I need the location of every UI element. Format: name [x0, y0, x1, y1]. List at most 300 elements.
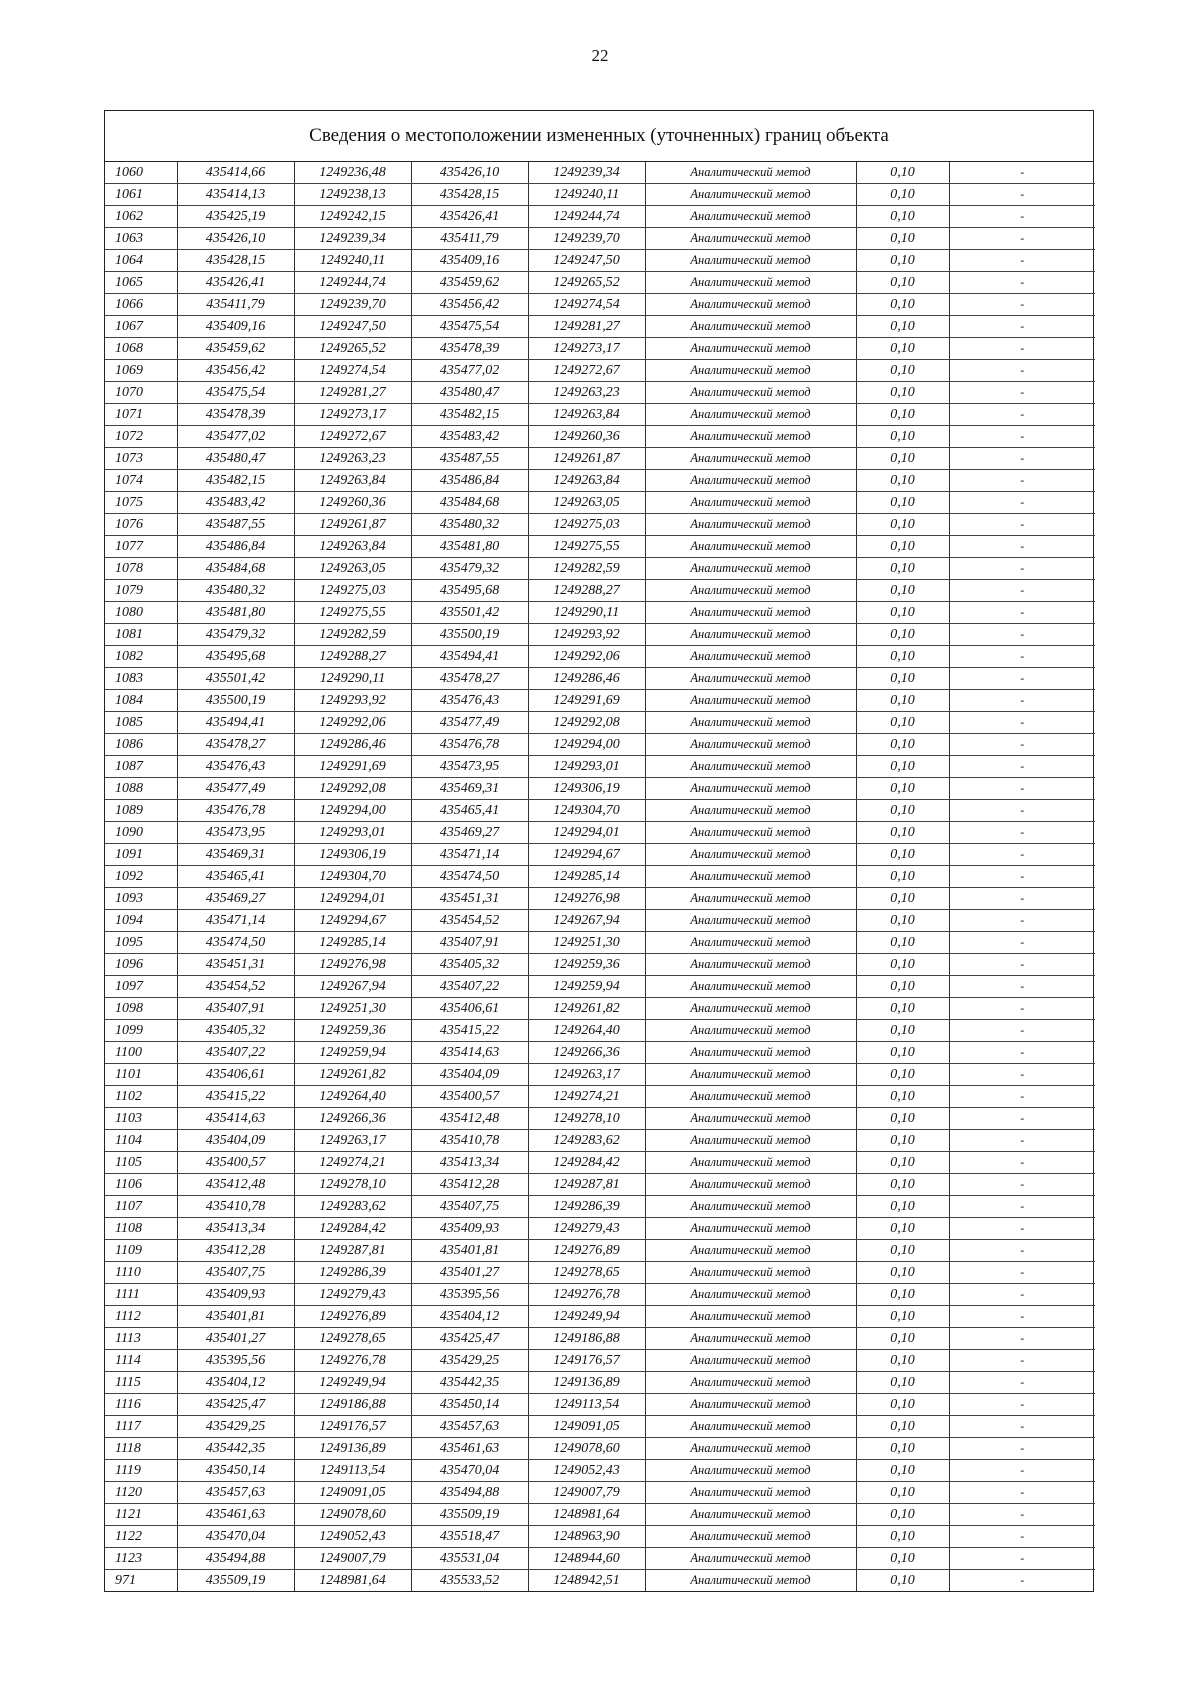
table-row [105, 1328, 1095, 1350]
point-number-cell: 1121 [105, 1504, 177, 1526]
y-new-cell: 1248963,90 [528, 1526, 645, 1548]
point-number-cell: 1100 [105, 1042, 177, 1064]
method-cell: Аналитический метод [645, 184, 856, 206]
table-row [105, 580, 1095, 602]
x-old-cell: 435478,39 [177, 404, 294, 426]
x-old-cell: 435411,79 [177, 294, 294, 316]
note-cell: - [949, 734, 1095, 756]
x-new-cell: 435461,63 [411, 1438, 528, 1460]
note-cell: - [949, 338, 1095, 360]
point-number-cell: 1087 [105, 756, 177, 778]
accuracy-cell: 0,10 [856, 470, 949, 492]
x-old-cell: 435456,42 [177, 360, 294, 382]
accuracy-cell: 0,10 [856, 756, 949, 778]
y-new-cell: 1249293,01 [528, 756, 645, 778]
y-old-cell: 1249259,94 [294, 1042, 411, 1064]
x-old-cell: 435465,41 [177, 866, 294, 888]
table-row [105, 316, 1095, 338]
point-number-cell: 1104 [105, 1130, 177, 1152]
x-new-cell: 435442,35 [411, 1372, 528, 1394]
note-cell: - [949, 558, 1095, 580]
x-old-cell: 435459,62 [177, 338, 294, 360]
point-number-cell: 1085 [105, 712, 177, 734]
method-cell: Аналитический метод [645, 162, 856, 184]
table-row [105, 888, 1095, 910]
accuracy-cell: 0,10 [856, 1570, 949, 1592]
table-row [105, 1482, 1095, 1504]
accuracy-cell: 0,10 [856, 668, 949, 690]
y-new-cell: 1249290,11 [528, 602, 645, 624]
method-cell: Аналитический метод [645, 1218, 856, 1240]
note-cell: - [949, 228, 1095, 250]
y-old-cell: 1249291,69 [294, 756, 411, 778]
accuracy-cell: 0,10 [856, 1174, 949, 1196]
table-row [105, 1262, 1095, 1284]
method-cell: Аналитический метод [645, 712, 856, 734]
x-old-cell: 435442,35 [177, 1438, 294, 1460]
point-number-cell: 1119 [105, 1460, 177, 1482]
y-old-cell: 1249136,89 [294, 1438, 411, 1460]
x-new-cell: 435409,16 [411, 250, 528, 272]
y-old-cell: 1249261,87 [294, 514, 411, 536]
x-new-cell: 435406,61 [411, 998, 528, 1020]
y-new-cell: 1249261,82 [528, 998, 645, 1020]
x-new-cell: 435405,32 [411, 954, 528, 976]
point-number-cell: 1067 [105, 316, 177, 338]
x-old-cell: 435451,31 [177, 954, 294, 976]
x-old-cell: 435426,41 [177, 272, 294, 294]
note-cell: - [949, 1416, 1095, 1438]
method-cell: Аналитический метод [645, 690, 856, 712]
table-row [105, 954, 1095, 976]
table-row [105, 1108, 1095, 1130]
note-cell: - [949, 888, 1095, 910]
y-old-cell: 1249274,54 [294, 360, 411, 382]
note-cell: - [949, 756, 1095, 778]
point-number-cell: 1101 [105, 1064, 177, 1086]
accuracy-cell: 0,10 [856, 822, 949, 844]
y-old-cell: 1249263,17 [294, 1130, 411, 1152]
x-old-cell: 435426,10 [177, 228, 294, 250]
table-row [105, 228, 1095, 250]
y-old-cell: 1249288,27 [294, 646, 411, 668]
x-old-cell: 435473,95 [177, 822, 294, 844]
note-cell: - [949, 1526, 1095, 1548]
x-old-cell: 435477,49 [177, 778, 294, 800]
accuracy-cell: 0,10 [856, 558, 949, 580]
x-new-cell: 435477,02 [411, 360, 528, 382]
y-new-cell: 1249275,03 [528, 514, 645, 536]
x-new-cell: 435454,52 [411, 910, 528, 932]
y-old-cell: 1249272,67 [294, 426, 411, 448]
point-number-cell: 1099 [105, 1020, 177, 1042]
note-cell: - [949, 1328, 1095, 1350]
y-old-cell: 1249293,92 [294, 690, 411, 712]
y-old-cell: 1249292,06 [294, 712, 411, 734]
y-old-cell: 1249278,65 [294, 1328, 411, 1350]
x-new-cell: 435404,09 [411, 1064, 528, 1086]
note-cell: - [949, 910, 1095, 932]
y-new-cell: 1249263,84 [528, 470, 645, 492]
accuracy-cell: 0,10 [856, 206, 949, 228]
note-cell: - [949, 206, 1095, 228]
table-row [105, 536, 1095, 558]
point-number-cell: 1120 [105, 1482, 177, 1504]
method-cell: Аналитический метод [645, 514, 856, 536]
table-row [105, 382, 1095, 404]
table-row [105, 910, 1095, 932]
y-old-cell: 1249113,54 [294, 1460, 411, 1482]
accuracy-cell: 0,10 [856, 1504, 949, 1526]
point-number-cell: 1111 [105, 1284, 177, 1306]
point-number-cell: 1084 [105, 690, 177, 712]
accuracy-cell: 0,10 [856, 448, 949, 470]
point-number-cell: 1060 [105, 162, 177, 184]
accuracy-cell: 0,10 [856, 1306, 949, 1328]
y-old-cell: 1249007,79 [294, 1548, 411, 1570]
x-new-cell: 435409,93 [411, 1218, 528, 1240]
x-old-cell: 435500,19 [177, 690, 294, 712]
note-cell: - [949, 294, 1095, 316]
y-new-cell: 1249263,23 [528, 382, 645, 404]
point-number-cell: 1112 [105, 1306, 177, 1328]
accuracy-cell: 0,10 [856, 844, 949, 866]
y-new-cell: 1249294,01 [528, 822, 645, 844]
y-old-cell: 1249244,74 [294, 272, 411, 294]
method-cell: Аналитический метод [645, 998, 856, 1020]
method-cell: Аналитический метод [645, 932, 856, 954]
note-cell: - [949, 602, 1095, 624]
point-number-cell: 1092 [105, 866, 177, 888]
y-new-cell: 1249291,69 [528, 690, 645, 712]
method-cell: Аналитический метод [645, 1306, 856, 1328]
accuracy-cell: 0,10 [856, 1262, 949, 1284]
y-new-cell: 1249284,42 [528, 1152, 645, 1174]
y-old-cell: 1249247,50 [294, 316, 411, 338]
accuracy-cell: 0,10 [856, 954, 949, 976]
y-new-cell: 1249276,98 [528, 888, 645, 910]
x-new-cell: 435494,88 [411, 1482, 528, 1504]
y-new-cell: 1249176,57 [528, 1350, 645, 1372]
y-new-cell: 1249306,19 [528, 778, 645, 800]
method-cell: Аналитический метод [645, 646, 856, 668]
method-cell: Аналитический метод [645, 1372, 856, 1394]
table-row [105, 1240, 1095, 1262]
y-new-cell: 1249294,00 [528, 734, 645, 756]
note-cell: - [949, 1306, 1095, 1328]
note-cell: - [949, 1262, 1095, 1284]
x-old-cell: 435414,63 [177, 1108, 294, 1130]
method-cell: Аналитический метод [645, 382, 856, 404]
method-cell: Аналитический метод [645, 976, 856, 998]
x-new-cell: 435401,81 [411, 1240, 528, 1262]
x-old-cell: 435457,63 [177, 1482, 294, 1504]
point-number-cell: 1088 [105, 778, 177, 800]
x-old-cell: 435412,48 [177, 1174, 294, 1196]
coordinates-table [105, 162, 1095, 1591]
y-new-cell: 1249292,06 [528, 646, 645, 668]
method-cell: Аналитический метод [645, 602, 856, 624]
accuracy-cell: 0,10 [856, 690, 949, 712]
method-cell: Аналитический метод [645, 1548, 856, 1570]
table-row [105, 1042, 1095, 1064]
note-cell: - [949, 1482, 1095, 1504]
y-new-cell: 1249267,94 [528, 910, 645, 932]
y-old-cell: 1249278,10 [294, 1174, 411, 1196]
point-number-cell: 1095 [105, 932, 177, 954]
x-new-cell: 435426,41 [411, 206, 528, 228]
note-cell: - [949, 976, 1095, 998]
table-row [105, 1020, 1095, 1042]
accuracy-cell: 0,10 [856, 294, 949, 316]
y-old-cell: 1249186,88 [294, 1394, 411, 1416]
note-cell: - [949, 624, 1095, 646]
accuracy-cell: 0,10 [856, 932, 949, 954]
x-old-cell: 435494,88 [177, 1548, 294, 1570]
point-number-cell: 1074 [105, 470, 177, 492]
x-new-cell: 435450,14 [411, 1394, 528, 1416]
x-new-cell: 435404,12 [411, 1306, 528, 1328]
table-row [105, 756, 1095, 778]
method-cell: Аналитический метод [645, 206, 856, 228]
x-old-cell: 435486,84 [177, 536, 294, 558]
point-number-cell: 1072 [105, 426, 177, 448]
x-old-cell: 435471,14 [177, 910, 294, 932]
accuracy-cell: 0,10 [856, 404, 949, 426]
note-cell: - [949, 470, 1095, 492]
note-cell: - [949, 1504, 1095, 1526]
note-cell: - [949, 272, 1095, 294]
y-old-cell: 1249274,21 [294, 1152, 411, 1174]
accuracy-cell: 0,10 [856, 866, 949, 888]
note-cell: - [949, 1174, 1095, 1196]
point-number-cell: 1080 [105, 602, 177, 624]
accuracy-cell: 0,10 [856, 646, 949, 668]
point-number-cell: 1115 [105, 1372, 177, 1394]
point-number-cell: 1122 [105, 1526, 177, 1548]
y-new-cell: 1249272,67 [528, 360, 645, 382]
method-cell: Аналитический метод [645, 1130, 856, 1152]
y-new-cell: 1249285,14 [528, 866, 645, 888]
x-new-cell: 435518,47 [411, 1526, 528, 1548]
point-number-cell: 1094 [105, 910, 177, 932]
accuracy-cell: 0,10 [856, 1042, 949, 1064]
accuracy-cell: 0,10 [856, 250, 949, 272]
y-new-cell: 1249251,30 [528, 932, 645, 954]
note-cell: - [949, 1020, 1095, 1042]
table-row [105, 360, 1095, 382]
y-old-cell: 1249287,81 [294, 1240, 411, 1262]
method-cell: Аналитический метод [645, 1284, 856, 1306]
note-cell: - [949, 1460, 1095, 1482]
point-number-cell: 1079 [105, 580, 177, 602]
method-cell: Аналитический метод [645, 1262, 856, 1284]
x-new-cell: 435469,27 [411, 822, 528, 844]
table-row [105, 404, 1095, 426]
accuracy-cell: 0,10 [856, 1416, 949, 1438]
x-old-cell: 435401,27 [177, 1328, 294, 1350]
method-cell: Аналитический метод [645, 624, 856, 646]
accuracy-cell: 0,10 [856, 580, 949, 602]
y-new-cell: 1249186,88 [528, 1328, 645, 1350]
y-new-cell: 1249259,36 [528, 954, 645, 976]
y-new-cell: 1249274,21 [528, 1086, 645, 1108]
note-cell: - [949, 1086, 1095, 1108]
table-row [105, 1416, 1095, 1438]
method-cell: Аналитический метод [645, 1570, 856, 1592]
x-new-cell: 435415,22 [411, 1020, 528, 1042]
method-cell: Аналитический метод [645, 1020, 856, 1042]
accuracy-cell: 0,10 [856, 1108, 949, 1130]
x-old-cell: 435407,75 [177, 1262, 294, 1284]
table-row [105, 1218, 1095, 1240]
y-new-cell: 1248981,64 [528, 1504, 645, 1526]
note-cell: - [949, 316, 1095, 338]
accuracy-cell: 0,10 [856, 360, 949, 382]
method-cell: Аналитический метод [645, 470, 856, 492]
table-row [105, 734, 1095, 756]
table-row [105, 822, 1095, 844]
point-number-cell: 1086 [105, 734, 177, 756]
x-old-cell: 435407,22 [177, 1042, 294, 1064]
x-new-cell: 435533,52 [411, 1570, 528, 1592]
method-cell: Аналитический метод [645, 1086, 856, 1108]
table-row [105, 1086, 1095, 1108]
method-cell: Аналитический метод [645, 1350, 856, 1372]
x-new-cell: 435469,31 [411, 778, 528, 800]
note-cell: - [949, 1438, 1095, 1460]
x-new-cell: 435480,32 [411, 514, 528, 536]
table-row [105, 250, 1095, 272]
x-old-cell: 435454,52 [177, 976, 294, 998]
note-cell: - [949, 1548, 1095, 1570]
y-new-cell: 1249263,17 [528, 1064, 645, 1086]
y-new-cell: 1249247,50 [528, 250, 645, 272]
accuracy-cell: 0,10 [856, 800, 949, 822]
method-cell: Аналитический метод [645, 888, 856, 910]
point-number-cell: 1076 [105, 514, 177, 536]
accuracy-cell: 0,10 [856, 888, 949, 910]
y-old-cell: 1249306,19 [294, 844, 411, 866]
y-new-cell: 1249007,79 [528, 1482, 645, 1504]
point-number-cell: 1102 [105, 1086, 177, 1108]
x-old-cell: 435425,19 [177, 206, 294, 228]
point-number-cell: 1077 [105, 536, 177, 558]
y-new-cell: 1249136,89 [528, 1372, 645, 1394]
accuracy-cell: 0,10 [856, 1086, 949, 1108]
x-old-cell: 435482,15 [177, 470, 294, 492]
x-new-cell: 435410,78 [411, 1130, 528, 1152]
note-cell: - [949, 712, 1095, 734]
method-cell: Аналитический метод [645, 1526, 856, 1548]
y-old-cell: 1249236,48 [294, 162, 411, 184]
method-cell: Аналитический метод [645, 1328, 856, 1350]
point-number-cell: 1103 [105, 1108, 177, 1130]
y-old-cell: 1249078,60 [294, 1504, 411, 1526]
x-old-cell: 435409,16 [177, 316, 294, 338]
y-old-cell: 1249238,13 [294, 184, 411, 206]
accuracy-cell: 0,10 [856, 1372, 949, 1394]
method-cell: Аналитический метод [645, 404, 856, 426]
x-old-cell: 435477,02 [177, 426, 294, 448]
x-new-cell: 435411,79 [411, 228, 528, 250]
method-cell: Аналитический метод [645, 778, 856, 800]
accuracy-cell: 0,10 [856, 1152, 949, 1174]
y-new-cell: 1249286,46 [528, 668, 645, 690]
x-old-cell: 435495,68 [177, 646, 294, 668]
x-new-cell: 435486,84 [411, 470, 528, 492]
accuracy-cell: 0,10 [856, 1130, 949, 1152]
y-old-cell: 1249239,34 [294, 228, 411, 250]
note-cell: - [949, 1042, 1095, 1064]
point-number-cell: 1089 [105, 800, 177, 822]
x-new-cell: 435479,32 [411, 558, 528, 580]
x-new-cell: 435480,47 [411, 382, 528, 404]
x-new-cell: 435501,42 [411, 602, 528, 624]
y-new-cell: 1249266,36 [528, 1042, 645, 1064]
point-number-cell: 1073 [105, 448, 177, 470]
point-number-cell: 1081 [105, 624, 177, 646]
y-new-cell: 1248944,60 [528, 1548, 645, 1570]
point-number-cell: 1078 [105, 558, 177, 580]
point-number-cell: 1062 [105, 206, 177, 228]
y-old-cell: 1249263,05 [294, 558, 411, 580]
x-new-cell: 435407,91 [411, 932, 528, 954]
y-new-cell: 1249304,70 [528, 800, 645, 822]
y-old-cell: 1249265,52 [294, 338, 411, 360]
accuracy-cell: 0,10 [856, 712, 949, 734]
note-cell: - [949, 514, 1095, 536]
table-row [105, 1130, 1095, 1152]
y-new-cell: 1249078,60 [528, 1438, 645, 1460]
point-number-cell: 1090 [105, 822, 177, 844]
x-new-cell: 435484,68 [411, 492, 528, 514]
x-new-cell: 435412,48 [411, 1108, 528, 1130]
table-row [105, 646, 1095, 668]
y-old-cell: 1249294,00 [294, 800, 411, 822]
table-row [105, 932, 1095, 954]
y-new-cell: 1249239,70 [528, 228, 645, 250]
note-cell: - [949, 1152, 1095, 1174]
x-old-cell: 435415,22 [177, 1086, 294, 1108]
x-new-cell: 435495,68 [411, 580, 528, 602]
accuracy-cell: 0,10 [856, 536, 949, 558]
x-new-cell: 435456,42 [411, 294, 528, 316]
x-old-cell: 435484,68 [177, 558, 294, 580]
method-cell: Аналитический метод [645, 866, 856, 888]
y-new-cell: 1249263,05 [528, 492, 645, 514]
y-old-cell: 1249239,70 [294, 294, 411, 316]
x-new-cell: 435414,63 [411, 1042, 528, 1064]
x-old-cell: 435469,31 [177, 844, 294, 866]
accuracy-cell: 0,10 [856, 514, 949, 536]
x-new-cell: 435474,50 [411, 866, 528, 888]
y-new-cell: 1249279,43 [528, 1218, 645, 1240]
note-cell: - [949, 778, 1095, 800]
method-cell: Аналитический метод [645, 316, 856, 338]
point-number-cell: 1091 [105, 844, 177, 866]
y-old-cell: 1249091,05 [294, 1482, 411, 1504]
y-new-cell: 1249261,87 [528, 448, 645, 470]
y-old-cell: 1249275,55 [294, 602, 411, 624]
y-new-cell: 1249260,36 [528, 426, 645, 448]
x-old-cell: 435404,09 [177, 1130, 294, 1152]
x-new-cell: 435478,27 [411, 668, 528, 690]
y-old-cell: 1249304,70 [294, 866, 411, 888]
y-new-cell: 1249052,43 [528, 1460, 645, 1482]
note-cell: - [949, 382, 1095, 404]
accuracy-cell: 0,10 [856, 1438, 949, 1460]
